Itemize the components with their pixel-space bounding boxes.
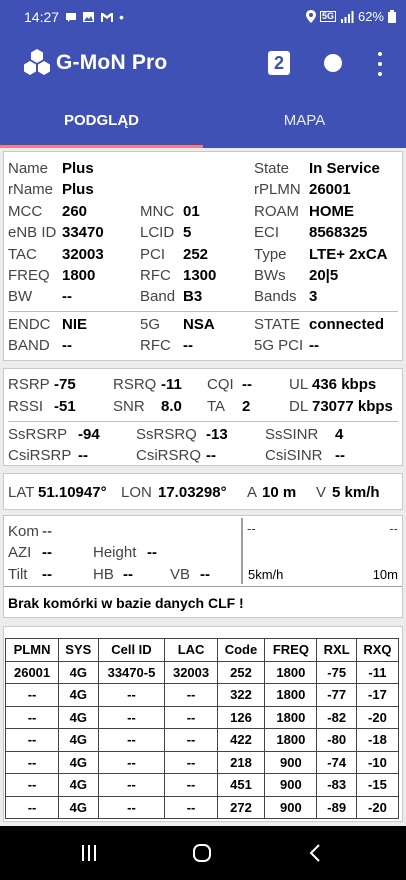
value-rname: Plus (62, 181, 94, 198)
value-eci: 8568325 (309, 224, 368, 241)
label-ssrsrp: SsRSRP (8, 426, 68, 443)
tab-podglad[interactable]: PODGLĄD (64, 112, 139, 129)
table-cell: -83 (317, 774, 356, 797)
value-5g-pci: -- (309, 337, 319, 354)
value-accuracy: 10 m (262, 484, 297, 501)
value-5g: NSA (183, 316, 215, 333)
serving-cell-card (3, 151, 403, 361)
value-tilt: -- (42, 566, 52, 583)
label-endc: ENDC (8, 316, 51, 333)
value-enb-id: 33470 (62, 224, 104, 241)
table-cell: 4G (59, 684, 98, 707)
table-row (6, 661, 399, 684)
table-cell: -- (6, 684, 59, 707)
neighbour-cells-table (5, 638, 399, 819)
table-cell: -17 (356, 684, 398, 707)
speed-scale-min: 5km/h (248, 567, 284, 582)
table-cell: 1800 (265, 706, 317, 729)
speed-scale-max: 10m (372, 567, 398, 582)
table-cell: -- (165, 774, 217, 797)
label-csisinr: CsiSINR (265, 447, 323, 464)
value-vb: -- (200, 566, 210, 583)
label-mnc: MNC (140, 203, 175, 220)
recent-apps-icon[interactable] (80, 844, 98, 862)
speed-left-value: -- (247, 521, 256, 536)
table-cell: 900 (265, 774, 317, 797)
value-bw: -- (62, 288, 72, 305)
value-type: LTE+ 2xCA (309, 246, 388, 263)
image-icon (82, 11, 95, 23)
label-enb-id: eNB ID (8, 224, 57, 241)
label-5g: 5G (140, 316, 161, 333)
table-cell: 451 (217, 774, 265, 797)
table-row (6, 796, 399, 819)
label-height: Height (93, 544, 137, 561)
column-header: RXQ (356, 639, 398, 662)
table-cell: 322 (217, 684, 265, 707)
value-band: B3 (183, 288, 203, 305)
table-cell: 4G (59, 661, 98, 684)
label-ssrsrq: SsRSRQ (136, 426, 197, 443)
value-name: Plus (62, 160, 94, 177)
table-cell: -- (6, 796, 59, 819)
notification-icons (65, 9, 124, 25)
table-cell: -20 (356, 796, 398, 819)
table-cell: 4G (59, 751, 98, 774)
table-cell: 26001 (6, 661, 59, 684)
label-csirsrp: CsiRSRP (8, 447, 72, 464)
value-rsrp: -75 (54, 376, 76, 393)
table-cell: -- (98, 729, 165, 752)
system-icons (306, 9, 396, 24)
cell-info-card (3, 515, 403, 618)
value-azi: -- (42, 544, 52, 561)
table-cell: -18 (356, 729, 398, 752)
label-5g-rfc: RFC (140, 337, 171, 354)
value-cqi: -- (242, 376, 252, 393)
table-cell: -- (98, 774, 165, 797)
value-endc: NIE (62, 316, 88, 333)
column-header: SYS (59, 639, 98, 662)
value-csirsrq: -- (206, 447, 216, 464)
table-cell: -- (165, 796, 217, 819)
table-header-row (6, 639, 399, 662)
label-velocity: V (316, 484, 327, 501)
table-cell: -82 (317, 706, 356, 729)
app-title: G-MoN Pro (56, 51, 168, 74)
gmail-icon (100, 11, 114, 23)
value-hb: -- (123, 566, 133, 583)
table-cell: 272 (217, 796, 265, 819)
label-bands: Bands (254, 288, 297, 305)
column-header: Code (217, 639, 265, 662)
value-freq: 1800 (62, 267, 96, 284)
table-cell: 4G (59, 796, 98, 819)
value-rplmn: 26001 (309, 181, 351, 198)
table-cell: 1800 (265, 684, 317, 707)
label-ta: TA (207, 398, 226, 415)
label-bw: BW (8, 288, 33, 305)
column-header: LAC (165, 639, 217, 662)
table-cell: 4G (59, 706, 98, 729)
value-csirsrp: -- (78, 447, 88, 464)
label-eci: ECI (254, 224, 280, 241)
value-pci: 252 (183, 246, 209, 263)
value-tac: 32003 (62, 246, 104, 263)
label-snr: SNR (113, 398, 145, 415)
table-cell: 900 (265, 751, 317, 774)
table-cell: 4G (59, 729, 98, 752)
system-nav-bar (0, 826, 406, 880)
more-options-icon[interactable] (372, 51, 388, 77)
table-cell: 1800 (265, 661, 317, 684)
signal-card (3, 368, 403, 466)
label-5g-state: STATE (254, 316, 301, 333)
table-cell: -77 (317, 684, 356, 707)
value-snr: 8.0 (161, 398, 182, 415)
table-cell: -- (6, 706, 59, 729)
value-ul: 436 kbps (312, 376, 377, 393)
table-row (6, 751, 399, 774)
label-rsrq: RSRQ (113, 376, 157, 393)
label-rfc: RFC (140, 267, 171, 284)
app-bar (0, 33, 406, 97)
signal-icon (340, 11, 354, 23)
label-sssinr: SsSINR (265, 426, 319, 443)
table-cell: -- (165, 729, 217, 752)
column-header: RXL (317, 639, 356, 662)
value-velocity: 5 km/h (332, 484, 380, 501)
value-lcid: 5 (183, 224, 192, 241)
label-lat: LAT (8, 484, 35, 501)
battery-percent: 62% (357, 9, 384, 24)
sim-select-button[interactable]: 2 (268, 51, 290, 75)
value-csisinr: -- (335, 447, 345, 464)
tab-bar (0, 97, 406, 148)
table-cell: -- (6, 729, 59, 752)
value-rsrq: -11 (161, 376, 182, 393)
label-azi: AZI (8, 544, 32, 561)
label-csirsrq: CsiRSRQ (136, 447, 202, 464)
table-row (6, 774, 399, 797)
label-state: State (254, 160, 290, 177)
value-ssrsrq: -13 (206, 426, 228, 443)
label-dl: DL (289, 398, 309, 415)
table-cell: 33470-5 (98, 661, 165, 684)
label-lon: LON (121, 484, 152, 501)
table-cell: 252 (217, 661, 265, 684)
label-lcid: LCID (140, 224, 175, 241)
table-cell: -80 (317, 729, 356, 752)
table-cell: -10 (356, 751, 398, 774)
table-row (6, 729, 399, 752)
value-state: In Service (309, 160, 380, 177)
label-rname: rName (8, 181, 54, 198)
table-cell: -- (165, 751, 217, 774)
label-rsrp: RSRP (8, 376, 50, 393)
5g-icon: 5G (321, 11, 334, 21)
divider (8, 421, 398, 422)
table-cell: -- (98, 796, 165, 819)
table-cell: 900 (265, 796, 317, 819)
column-header: PLMN (6, 639, 59, 662)
tab-mapa[interactable]: MAPA (283, 112, 326, 129)
table-cell: -15 (356, 774, 398, 797)
table-cell: 32003 (165, 661, 217, 684)
record-button[interactable] (324, 54, 342, 72)
table-cell: 218 (217, 751, 265, 774)
status-bar (0, 0, 406, 33)
value-kom: -- (42, 523, 52, 540)
label-type: Type (254, 246, 287, 263)
value-roam: HOME (309, 203, 354, 220)
label-tilt: Tilt (8, 566, 28, 583)
label-5g-pci: 5G PCI (254, 337, 304, 354)
value-5g-rfc: -- (183, 337, 193, 354)
home-icon[interactable] (192, 843, 212, 863)
table-row (6, 706, 399, 729)
table-cell: -89 (317, 796, 356, 819)
value-bands: 3 (309, 288, 318, 305)
label-rplmn: rPLMN (254, 181, 301, 198)
divider (8, 311, 398, 312)
column-header: Cell ID (98, 639, 165, 662)
label-rssi: RSSI (8, 398, 44, 415)
app-logo-icon (22, 47, 52, 77)
value-bws: 20|5 (309, 267, 339, 284)
tab-indicator (0, 145, 203, 148)
label-kom: Kom (8, 523, 39, 540)
value-ssrsrp: -94 (78, 426, 100, 443)
value-mcc: 260 (62, 203, 88, 220)
table-cell: -11 (356, 661, 398, 684)
value-lon: 17.03298° (158, 484, 227, 501)
value-lat: 51.10947° (38, 484, 107, 501)
label-cqi: CQI (207, 376, 234, 393)
gps-card (3, 473, 403, 510)
table-cell: -- (98, 751, 165, 774)
label-bws: BWs (254, 267, 286, 284)
label-pci: PCI (140, 246, 166, 263)
label-hb: HB (93, 566, 114, 583)
table-cell: 4G (59, 774, 98, 797)
back-icon[interactable] (308, 843, 322, 863)
label-roam: ROAM (254, 203, 299, 220)
label-vb: VB (170, 566, 191, 583)
location-icon (306, 10, 316, 23)
column-header: FREQ (265, 639, 317, 662)
status-time: 14:27 (24, 8, 60, 25)
battery-icon (388, 10, 396, 23)
label-accuracy: A (247, 484, 258, 501)
table-row (6, 684, 399, 707)
clf-message: Brak komórki w bazie danych CLF ! (8, 595, 244, 611)
table-cell: 126 (217, 706, 265, 729)
value-sssinr: 4 (335, 426, 344, 443)
label-ul: UL (289, 376, 309, 393)
table-cell: -- (6, 751, 59, 774)
speed-right-value: -- (389, 521, 398, 536)
table-cell: -20 (356, 706, 398, 729)
dot-icon: • (119, 8, 124, 25)
value-dl: 73077 kbps (312, 398, 393, 415)
label-name: Name (8, 160, 49, 177)
table-cell: -- (6, 774, 59, 797)
table-cell: -75 (317, 661, 356, 684)
value-rssi: -51 (54, 398, 76, 415)
table-cell: -- (165, 706, 217, 729)
value-5g-state: connected (309, 316, 385, 333)
table-cell: -- (98, 684, 165, 707)
message-icon (65, 11, 77, 23)
table-cell: -- (98, 706, 165, 729)
label-band: Band (140, 288, 176, 305)
value-rfc: 1300 (183, 267, 217, 284)
table-cell: -74 (317, 751, 356, 774)
divider (4, 586, 402, 587)
value-height: -- (147, 544, 157, 561)
label-tac: TAC (8, 246, 37, 263)
speed-divider (241, 518, 243, 584)
table-cell: 422 (217, 729, 265, 752)
value-mnc: 01 (183, 203, 200, 220)
label-5g-band: BAND (8, 337, 50, 354)
value-ta: 2 (242, 398, 251, 415)
label-freq: FREQ (8, 267, 50, 284)
table-cell: 1800 (265, 729, 317, 752)
label-mcc: MCC (8, 203, 43, 220)
table-cell: -- (165, 684, 217, 707)
value-5g-band: -- (62, 337, 72, 354)
